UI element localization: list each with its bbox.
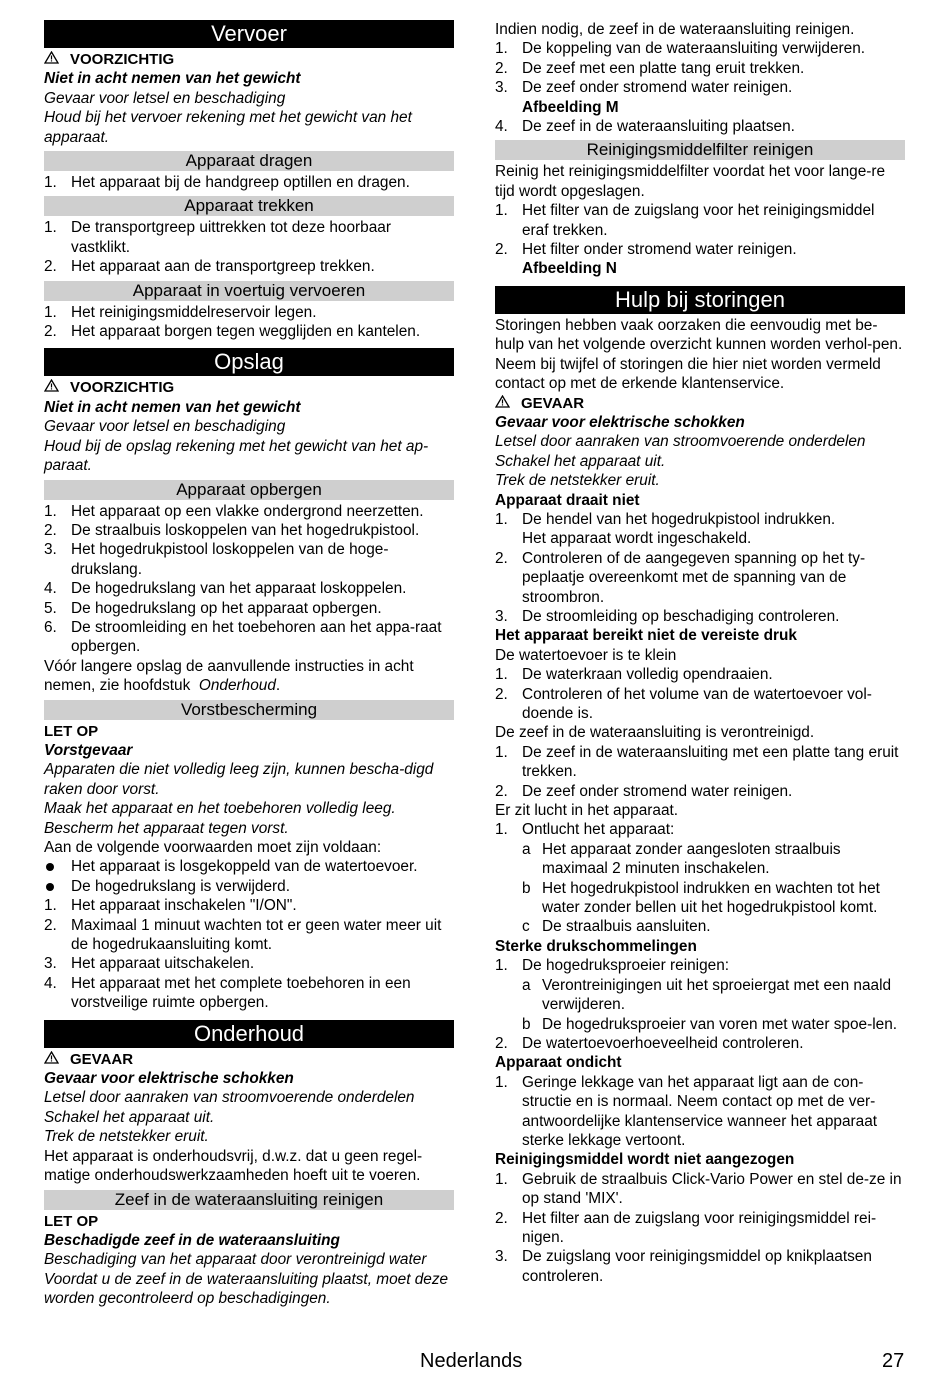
problem-title: Reinigingsmiddel wordt niet aangezogen — [495, 1151, 795, 1169]
warning-heading — [44, 50, 454, 69]
notice-title: Vorstgevaar — [44, 741, 133, 759]
figure-reference: Afbeelding M — [522, 98, 619, 116]
warning-line: Gevaar voor letsel en beschadiging — [44, 418, 286, 436]
subsection-title: Apparaat opbergen — [44, 480, 454, 500]
list-item: 2. Het apparaat aan de transportgreep trekken. — [44, 258, 375, 276]
footer-language: Nederlands — [420, 1350, 523, 1372]
problem-title: Apparaat ondicht — [495, 1054, 622, 1072]
warning-title: Gevaar voor elektrische schokken — [44, 1070, 294, 1088]
list-item: 1. Geringe lekkage van het apparaat ligt aan de con-structie en is normaal. Neem contact op met de ver-antwoordelijke klantenservice wanneer het apparaat sterke lekkage vertoont. — [495, 1073, 878, 1149]
subsection-title: Apparaat trekken — [44, 196, 454, 216]
left-column — [44, 20, 454, 1309]
subsection-title: Zeef in de wateraansluiting reinigen — [44, 1190, 454, 1210]
warning-title: Niet in acht nemen van het gewicht — [44, 398, 301, 416]
list-item: 1. Het apparaat inschakelen "I/ON". — [44, 897, 297, 915]
warning-triangle-icon — [44, 50, 70, 69]
sub-list-item: a Verontreinigingen uit het sproeiergat met een naald verwijderen. — [522, 976, 892, 1014]
list-item: 4. Het apparaat met het complete toebehoren in een vorstveilige ruimte opbergen. — [44, 974, 411, 1012]
sub-list-item: b De hogedruksproeier van voren met water spoe-len. — [522, 1015, 898, 1033]
cause-text: Er zit lucht in het apparaat. — [495, 802, 679, 820]
warning-line: Letsel door aanraken van stroomvoerende onderdelen — [44, 1089, 415, 1107]
list-item: 2. De watertoevoerhoeveelheid controleren. — [495, 1034, 804, 1052]
list-item: 1. De zeef in de wateraansluiting met een platte tang eruit trekken. — [495, 743, 899, 781]
cause-text: De watertoevoer is te klein — [495, 646, 677, 664]
warning-label: VOORZICHTIG — [70, 51, 175, 68]
notice-line: Apparaten die niet volledig leeg zijn, kunnen bescha-digd raken door vorst. — [44, 761, 434, 798]
list-item: 3. Het apparaat uitschakelen. — [44, 955, 255, 973]
warning-line: Schakel het apparaat uit. — [495, 452, 666, 470]
section-title-hulp: Hulp bij storingen — [495, 286, 905, 314]
list-item: 2. Het apparaat borgen tegen wegglijden en kantelen. — [44, 323, 421, 341]
problem-title: Apparaat draait niet — [495, 491, 640, 509]
right-column — [495, 20, 905, 1286]
bullet-item: Het apparaat is losgekoppeld van de watertoevoer. — [44, 857, 454, 876]
list-item: 1. Het apparaat bij de handgreep optillen en dragen. — [44, 174, 410, 192]
list-item: 2. Het filter aan de zuigslang voor reinigingsmiddel rei-nigen. — [495, 1209, 877, 1246]
list-item: 2. Het filter onder stromend water reinigen. — [495, 241, 797, 259]
list-item: 2. Maximaal 1 minuut wachten tot er geen water meer uit de hogedrukaansluiting komt. — [44, 916, 442, 954]
paragraph: Het apparaat is onderhoudsvrij, d.w.z. dat u geen regel-matige onderhoudswerkzaamheden hoeft uit te voeren. — [44, 1147, 423, 1185]
warning-line: Trek de netstekker eruit. — [495, 472, 660, 490]
list-item: 1. Het reinigingsmiddelreservoir legen. — [44, 303, 317, 321]
list-item: 3. De zeef onder stromend water reinigen. — [495, 79, 793, 97]
list-item: 2. Controleren of het volume van de watertoevoer vol-doende is. — [495, 685, 872, 722]
list-item: 6. De stroomleiding en het toebehoren aan het appa-raat opbergen. — [44, 618, 442, 656]
notice-line: Voordat u de zeef in de wateraansluiting plaatst, moet deze worden gecontroleerd op beschadigingen. — [44, 1270, 449, 1308]
list-item: 1. Ontlucht het apparaat: — [495, 821, 675, 839]
list-item: 1. Het filter van de zuigslang voor het reinigingsmiddel eraf trekken. — [495, 202, 875, 239]
sub-list-item: c De straalbuis aansluiten. — [522, 918, 711, 936]
warning-triangle-icon — [44, 378, 70, 397]
list-item: 3. Het hogedrukpistool loskoppelen van de hoge-drukslang. — [44, 541, 389, 578]
paragraph: Vóór langere opslag de aanvullende instructies in acht nemen, zie hoofdstuk Onderhoud. — [44, 657, 414, 695]
notice-label: LET OP — [44, 1212, 99, 1230]
warning-title: Gevaar voor elektrische schokken — [495, 413, 745, 431]
warning-heading — [44, 378, 454, 397]
subsection-title: Reinigingsmiddelfilter reinigen — [495, 140, 905, 160]
list-item: 4. De hogedrukslang van het apparaat loskoppelen. — [44, 580, 407, 598]
chapter-reference: Onderhoud — [198, 677, 276, 695]
list-item: 1. De transportgreep uittrekken tot deze hoorbaar vastklikt. — [44, 219, 391, 256]
warning-title: Niet in acht nemen van het gewicht — [44, 70, 301, 88]
warning-label: GEVAAR — [70, 1050, 134, 1068]
notice-line: Bescherm het apparaat tegen vorst. — [44, 819, 289, 837]
warning-heading — [44, 1050, 454, 1069]
list-item: 2. De zeef onder stromend water reinigen. — [495, 782, 793, 800]
list-item: 4. De zeef in de wateraansluiting plaatsen. — [495, 118, 795, 136]
list-item: 1. De hogedruksproeier reinigen: — [495, 957, 730, 975]
list-item: 2. Controleren of de aangegeven spanning op het ty-peplaatje overeenkomt met de spanning van de stroombron. — [495, 549, 866, 606]
sub-list-item: b Het hogedrukpistool indrukken en wachten tot het water zonder bellen uit het hogedrukpistool komt. — [522, 879, 880, 917]
warning-triangle-icon — [44, 1050, 70, 1069]
warning-line: Gevaar voor letsel en beschadiging — [44, 89, 286, 107]
warning-line: Trek de netstekker eruit. — [44, 1128, 209, 1146]
section-title-vervoer: Vervoer — [44, 20, 454, 48]
list-item: 5. De hogedrukslang op het apparaat opbergen. — [44, 599, 382, 617]
warning-line: Houd bij de opslag rekening met het gewicht van het ap-paraat. — [44, 437, 429, 475]
notice-line: Maak het apparaat en het toebehoren volledig leeg. — [44, 800, 396, 818]
list-item: 1. De hendel van het hogedrukpistool indrukken. Het apparaat wordt ingeschakeld. — [495, 510, 836, 548]
paragraph: Aan de volgende voorwaarden moet zijn voldaan: — [44, 839, 382, 856]
subsection-title: Vorstbescherming — [44, 700, 454, 720]
warning-line: Houd bij het vervoer rekening met het gewicht van het apparaat. — [44, 109, 412, 146]
warning-triangle-icon — [495, 394, 521, 413]
warning-heading — [495, 394, 905, 413]
subsection-title: Apparaat in voertuig vervoeren — [44, 281, 454, 301]
warning-line: Letsel door aanraken van stroomvoerende onderdelen — [495, 433, 866, 451]
cause-text: De zeef in de wateraansluiting is verontreinigd. — [495, 724, 815, 742]
list-item: 3. De stroomleiding op beschadiging controleren. — [495, 607, 840, 625]
notice-label: LET OP — [44, 722, 99, 740]
list-item: 1. De koppeling van de wateraansluiting verwijderen. — [495, 40, 866, 58]
bullet-item: De hogedrukslang is verwijderd. — [44, 877, 454, 896]
notice-title: Beschadigde zeef in de wateraansluiting — [44, 1231, 340, 1249]
problem-title: Het apparaat bereikt niet de vereiste druk — [495, 627, 797, 645]
warning-label: VOORZICHTIG — [70, 379, 175, 397]
list-item: 2. De straalbuis loskoppelen van het hogedrukpistool. — [44, 521, 420, 539]
list-item: 3. De zuigslang voor reinigingsmiddel op knikplaatsen controleren. — [495, 1248, 872, 1285]
sub-list-item: a Het apparaat zonder aangesloten straalbuis maximaal 2 minuten inschakelen. — [522, 840, 841, 878]
figure-reference: Afbeelding N — [522, 260, 617, 278]
section-title-opslag: Opslag — [44, 348, 454, 376]
list-item: 2. De zeef met een platte tang eruit trekken. — [495, 59, 805, 77]
page-number: 27 — [882, 1350, 905, 1372]
section-title-onderhoud: Onderhoud — [44, 1020, 454, 1048]
paragraph: Reinig het reinigingsmiddelfilter voordat het voor lange-re tijd wordt opgeslagen. — [495, 163, 886, 200]
list-item: 1. Gebruik de straalbuis Click-Vario Power en stel de-ze in op stand 'MIX'. — [495, 1170, 902, 1208]
notice-line: Beschadiging van het apparaat door verontreinigd water — [44, 1251, 427, 1269]
warning-label: GEVAAR — [521, 394, 585, 412]
paragraph: Storingen hebben vaak oorzaken die eenvoudig met be-hulp van het volgende overzicht kunnen worden verhol-pen. Neem bij twijfel of storingen die hier niet worden vermeld contact op met de erkende klantenservice. — [495, 316, 903, 393]
subsection-title: Apparaat dragen — [44, 151, 454, 171]
list-item: 1. Het apparaat op een vlakke ondergrond neerzetten. — [44, 502, 424, 520]
list-item: 1. De waterkraan volledig opendraaien. — [495, 666, 773, 684]
warning-line: Schakel het apparaat uit. — [44, 1108, 215, 1126]
paragraph: Indien nodig, de zeef in de wateraansluiting reinigen. — [495, 21, 855, 38]
problem-title: Sterke drukschommelingen — [495, 937, 697, 955]
